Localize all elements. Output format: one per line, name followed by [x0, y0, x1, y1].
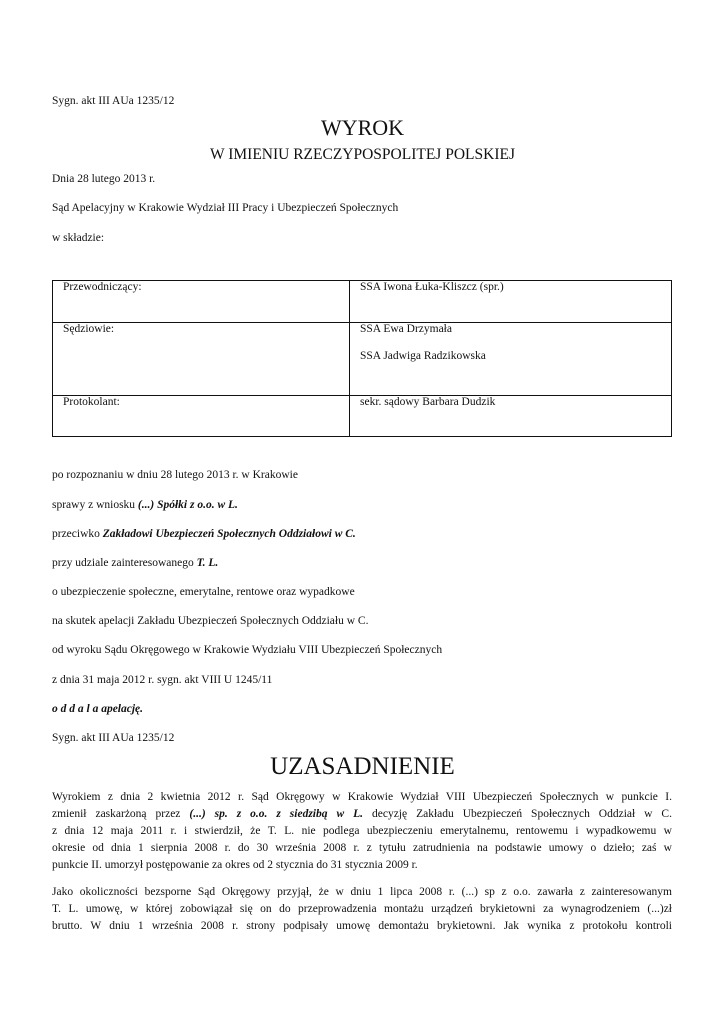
subject-line: o ubezpieczenie społeczne, emerytalne, rentowe oraz wypadkowe — [52, 586, 355, 598]
paragraph-line: brutto. W dniu 1 września 2008 r. strony podpisały umowę demontażu brykietowni. Jak wynika z protokołu kontroli — [52, 920, 672, 932]
justification-heading: UZASADNIENIE — [270, 753, 455, 780]
proceeding-line: po rozpoznaniu w dniu 28 lutego 2013 r. w Krakowie — [52, 469, 298, 481]
paragraph-1 — [52, 789, 672, 874]
paragraph-line: z dnia 12 maja 2011 r. i stwierdził, że T. L. nie podlega ubezpieczeniu emerytalnemu, rentowemu i wypadkowemu w — [52, 825, 672, 837]
judge-name: SSA Jadwiga Radzikowska — [360, 350, 486, 362]
judgment-date: Dnia 28 lutego 2013 r. — [52, 173, 156, 185]
paragraph-line: Wyrokiem z dnia 2 kwietnia 2012 r. Sąd Okręgowy w Krakowie Wydział VIII Ubezpieczeń Społecznych w punkcie I. — [52, 791, 672, 803]
company-name: (...) sp. z o.o. z siedzibą w L. — [189, 808, 364, 820]
judge-name: SSA Ewa Drzymała — [360, 323, 452, 335]
clerk-name: sekr. sądowy Barbara Dudzik — [350, 396, 672, 437]
respondent-line — [52, 528, 356, 540]
paragraph-text: zmienił zaskarżoną przez — [52, 808, 190, 820]
presiding-role: Przewodniczący: — [53, 281, 350, 323]
panel-table — [52, 280, 672, 437]
applicant-label: sprawy z wniosku — [52, 499, 138, 511]
table-row — [53, 396, 672, 437]
paragraph-2 — [52, 884, 672, 935]
judgment-source-line: od wyroku Sądu Okręgowego w Krakowie Wydziału VIII Ubezpieczeń Społecznych — [52, 644, 443, 656]
paragraph-line: okresie od dnia 1 sierpnia 2008 r. do 30 września 2008 r. z tytułu zatrudnienia na podstawie umowy o dzieło; zaś w — [52, 842, 672, 854]
paragraph-line: Jako okoliczności bezsporne Sąd Okręgowy przyjął, że w dniu 1 lipca 2008 r. (...) sp z o.o. zawarła z zainteresowanym — [52, 886, 672, 898]
judges-names — [350, 323, 672, 396]
paragraph-line: T. L. umowę, w której zobowiązał się on do przeprowadzenia montażu urządzeń brykietowni za wynagrodzeniem (...)zł — [52, 903, 672, 915]
applicant-name: (...) Spółki z o.o. w L. — [137, 499, 238, 511]
interested-name: T. L. — [196, 557, 219, 569]
respondent-label: przeciwko — [52, 528, 103, 540]
respondent-name: Zakładowi Ubezpieczeń Społecznych Oddziałowi w C. — [102, 528, 356, 540]
appeal-line: na skutek apelacji Zakładu Ubezpieczeń Społecznych Oddziału w C. — [52, 615, 369, 627]
judges-role: Sędziowie: — [53, 323, 350, 396]
clerk-role: Protokolant: — [53, 396, 350, 437]
composition-label: w składzie: — [52, 232, 105, 244]
interested-party-line — [52, 557, 218, 569]
interested-label: przy udziale zainteresowanego — [52, 557, 197, 569]
court-name: Sąd Apelacyjny w Krakowie Wydział III Pracy i Ubezpieczeń Społecznych — [52, 202, 399, 214]
paragraph-line — [52, 806, 672, 823]
document-title: WYROK — [320, 115, 405, 140]
applicant-line — [52, 499, 238, 511]
case-number-bottom: Sygn. akt III AUa 1235/12 — [52, 732, 175, 744]
verdict-line: o d d a l a apelację. — [52, 703, 144, 715]
judgment-date-line: z dnia 31 maja 2012 r. sygn. akt VIII U 1245/11 — [52, 674, 273, 686]
paragraph-text: decyzję Zakładu Ubezpieczeń Społecznych Oddział w C. — [363, 808, 672, 820]
case-number-top: Sygn. akt III AUa 1235/12 — [52, 95, 175, 107]
document-subtitle: W IMIENIU RZECZYPOSPOLITEJ POLSKIEJ — [210, 146, 515, 163]
presiding-name: SSA Iwona Łuka-Kliszcz (spr.) — [350, 281, 672, 323]
table-row — [53, 323, 672, 396]
paragraph-line: punkcie II. umorzył postępowanie za okres od 2 stycznia do 31 stycznia 2009 r. — [52, 859, 418, 871]
table-row — [53, 281, 672, 323]
